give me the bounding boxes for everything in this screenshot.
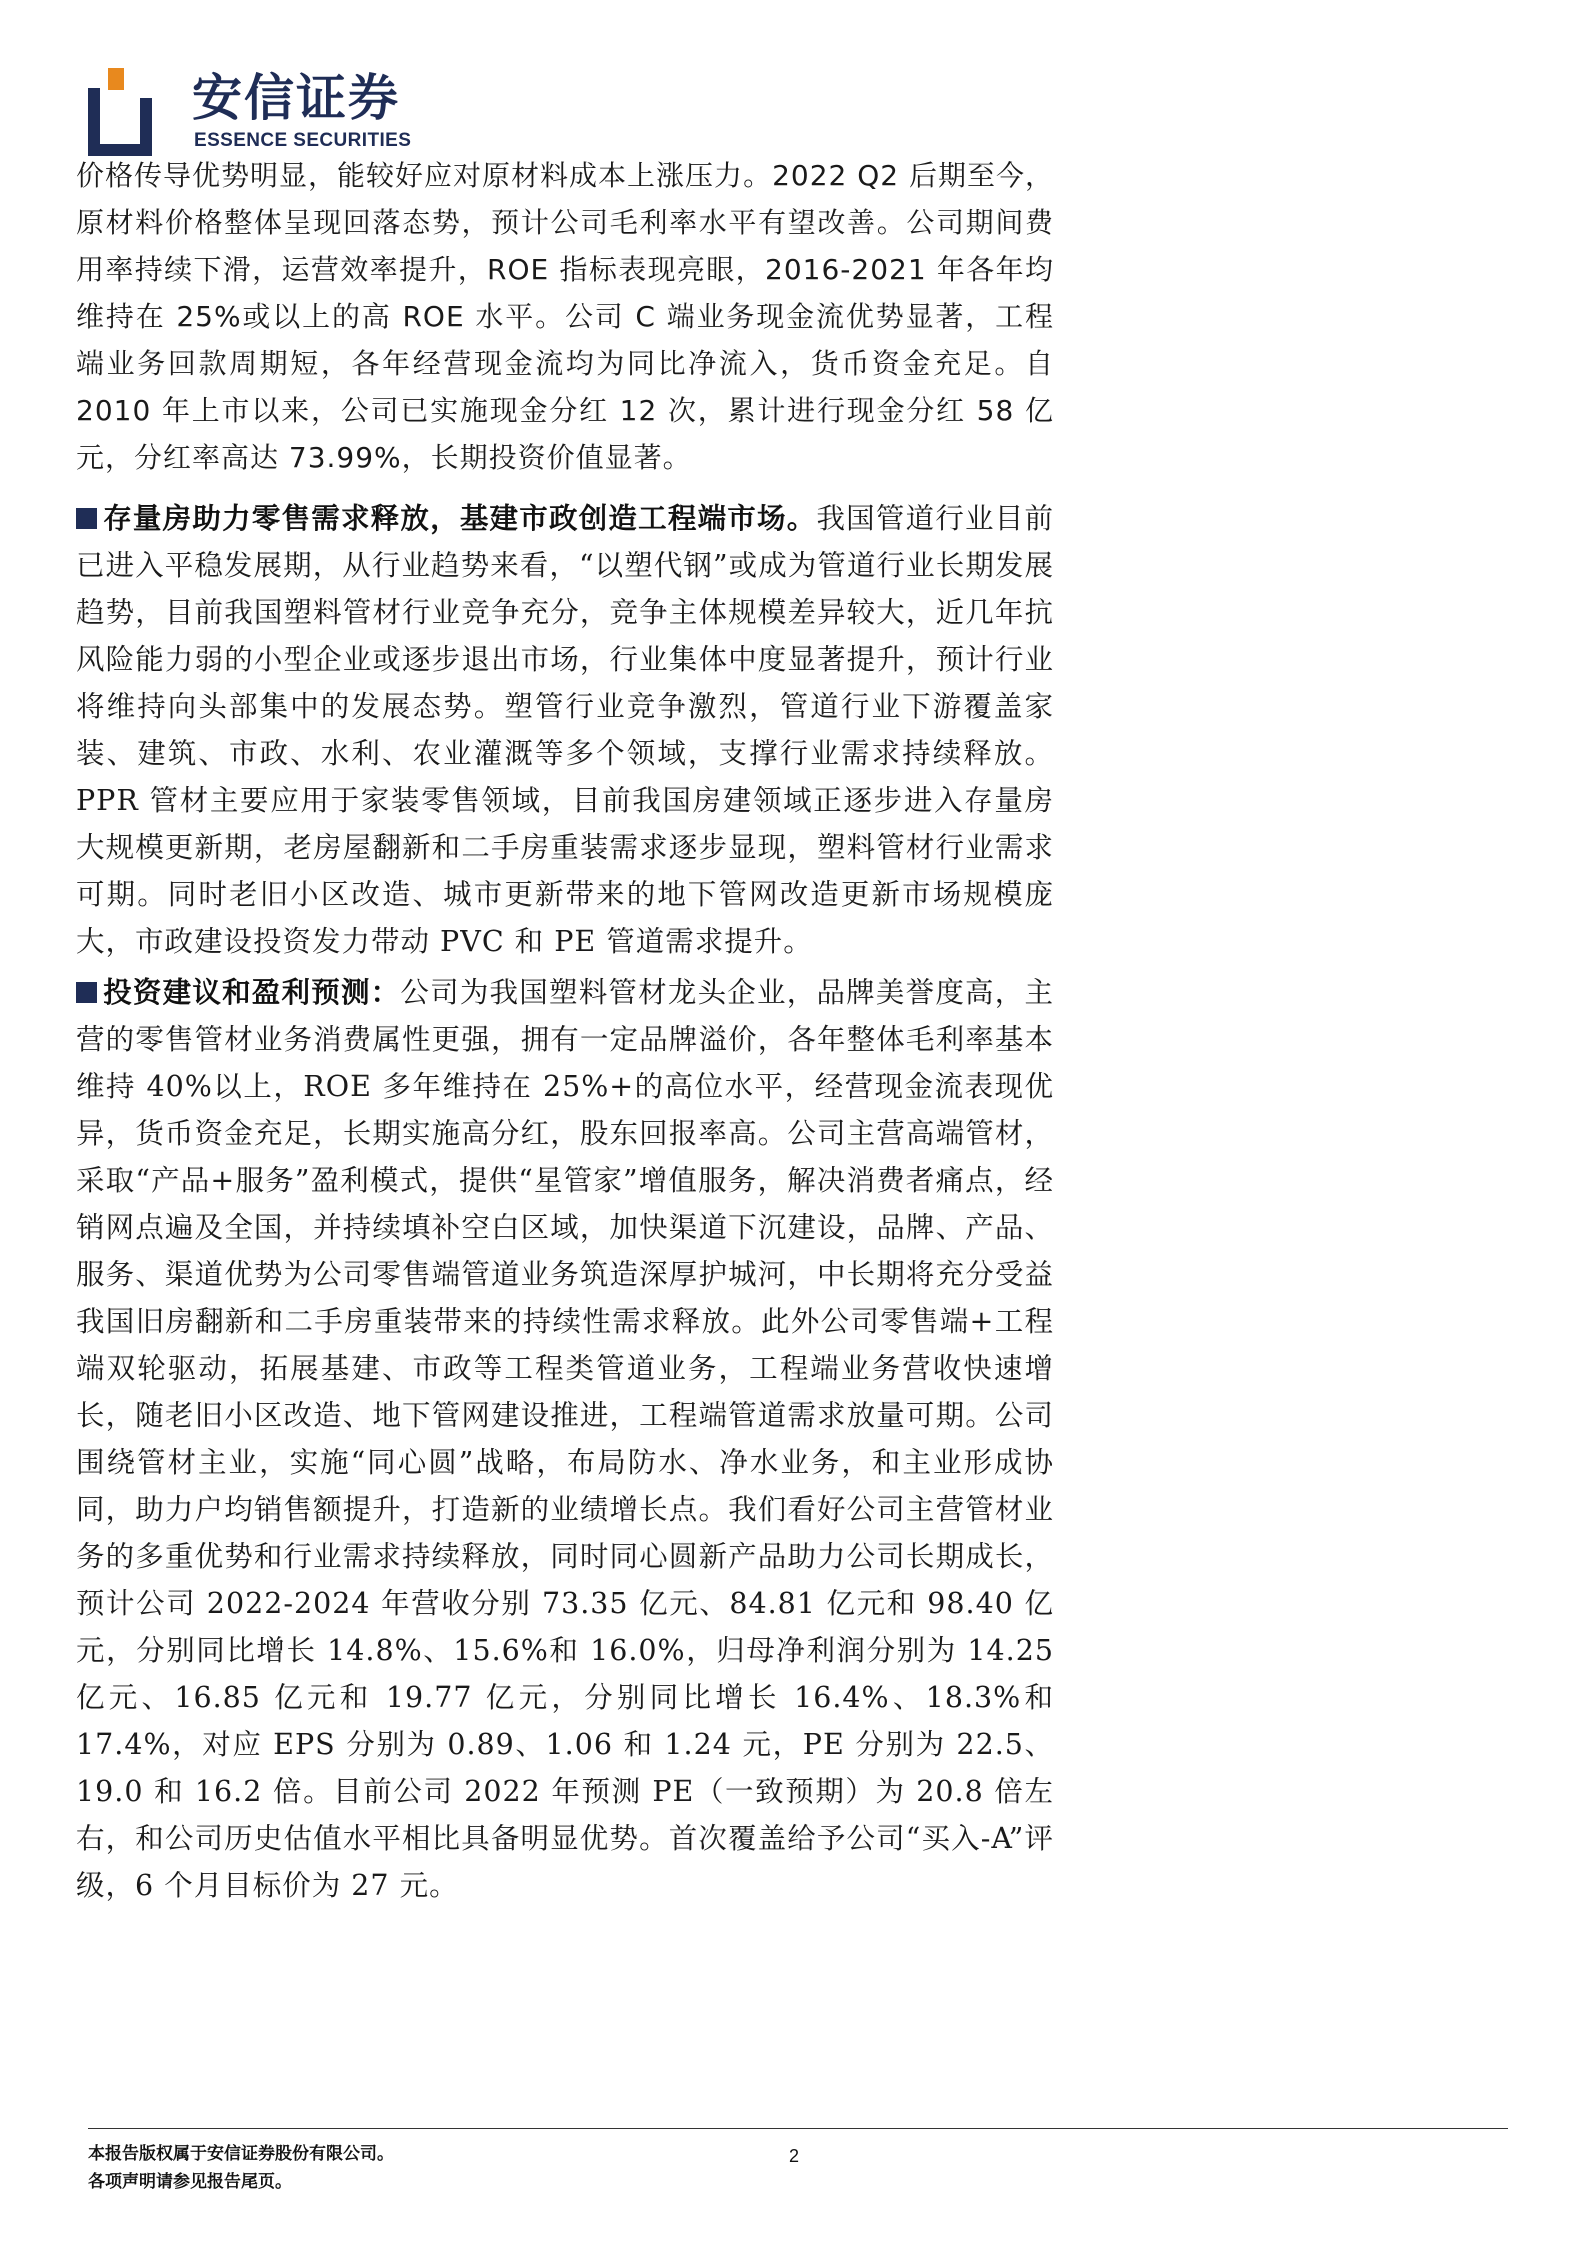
square-bullet-icon <box>76 508 97 529</box>
footer-disclaimer <box>88 2140 394 2196</box>
essence-logo-icon <box>88 68 152 156</box>
logo-english-name: ESSENCE SECURITIES <box>194 130 412 151</box>
report-body <box>76 152 1054 1909</box>
company-logo <box>88 66 508 156</box>
paragraph-investment-lead: 投资建议和盈利预测： <box>103 975 401 1009</box>
page-number: 2 <box>788 2146 799 2166</box>
paragraph-investment-body: 公司为我国塑料管材龙头企业，品牌美誉度高，主营的零售管材业务消费属性更强，拥有一定品牌溢价，各年整体毛利率基本维持 40%以上，ROE 多年维持在 25%+的高位水平，经营现金流表现优异，货币资金充足，长期实施高分红，股东回报率高。公司主营高端管材，采取“产品+服务”盈利模式，提供“星管家”增值服务，解决消费者痛点，经销网点遍及全国，并持续填补空白区域，加快渠道下沉建设，品牌、产品、服务、渠道优势为公司零售端管道业务筑造深厚护城河，中长期将充分受益我国旧房翻新和二手房重装带来的持续性需求释放。此外公司零售端+工程端双轮驱动，拓展基建、市政等工程类管道业务，工程端业务营收快速增长，随老旧小区改造、地下管网建设推进，工程端管道需求放量可期。公司围绕管材主业，实施“同心圆”战略，布局防水、净水业务，和主业形成协同，助力户均销售额提升，打造新的业绩增长点。我们看好公司主营管材业务的多重优势和行业需求持续释放，同时同心圆新产品助力公司长期成长，预计公司 2022-2024 年营收分别 73.35 亿元、84.81 亿元和 98.40 亿元，分别同比增长 14.8%、15.6%和 16.0%，归母净利润分别为 14.25 亿元、16.85 亿元和 19.77 亿元，分别同比增长 16.4%、18.3%和 17.4%，对应 EPS 分别为 0.89、1.06 和 1.24 元，PE 分别为 22.5、19.0 和 16.2 倍。目前公司 2022 年预测 PE（一致预期）为 20.8 倍左右，和公司历史估值水平相比具备明显优势。首次覆盖给予公司“买入-A”评级，6 个月目标价为 27 元。 <box>76 976 1054 1902</box>
paragraph-market <box>76 495 1054 965</box>
footer-divider <box>88 2128 1508 2129</box>
paragraph-financials: 价格传导优势明显，能较好应对原材料成本上涨压力。2022 Q2 后期至今，原材料价格整体呈现回落态势，预计公司毛利率水平有望改善。公司期间费用率持续下滑，运营效率提升，ROE 指标表现亮眼，2016-2021 年各年均维持在 25%或以上的高 ROE 水平。公司 C 端业务现金流优势显著，工程端业务回款周期短，各年经营现金流均为同比净流入，货币资金充足。自 2010 年上市以来，公司已实施现金分红 12 次，累计进行现金分红 58 亿元，分红率高达 73.99%，长期投资价值显著。 <box>76 159 1054 474</box>
paragraph-investment <box>76 969 1054 1909</box>
footer-copyright: 本报告版权属于安信证券股份有限公司。 <box>88 2144 394 2164</box>
footer-statement-note: 各项声明请参见报告尾页。 <box>88 2172 292 2192</box>
paragraph-market-body: 我国管道行业目前已进入平稳发展期，从行业趋势来看，“以塑代钢”或成为管道行业长期发展趋势，目前我国塑料管材行业竞争充分，竞争主体规模差异较大，近几年抗风险能力弱的小型企业或逐步退出市场，行业集体中度显著提升，预计行业将维持向头部集中的发展态势。塑管行业竞争激烈，管道行业下游覆盖家装、建筑、市政、水利、农业灌溉等多个领域，支撑行业需求持续释放。PPR 管材主要应用于家装零售领域，目前我国房建领域正逐步进入存量房大规模更新期，老房屋翻新和二手房重装需求逐步显现，塑料管材行业需求可期。同时老旧小区改造、城市更新带来的地下管网改造更新市场规模庞大，市政建设投资发力带动 PVC 和 PE 管道需求提升。 <box>76 502 1054 958</box>
logo-chinese-name: 安信证券 <box>192 69 400 127</box>
square-bullet-icon <box>76 982 97 1003</box>
paragraph-market-lead: 存量房助力零售需求释放，基建市政创造工程端市场。 <box>103 501 817 535</box>
